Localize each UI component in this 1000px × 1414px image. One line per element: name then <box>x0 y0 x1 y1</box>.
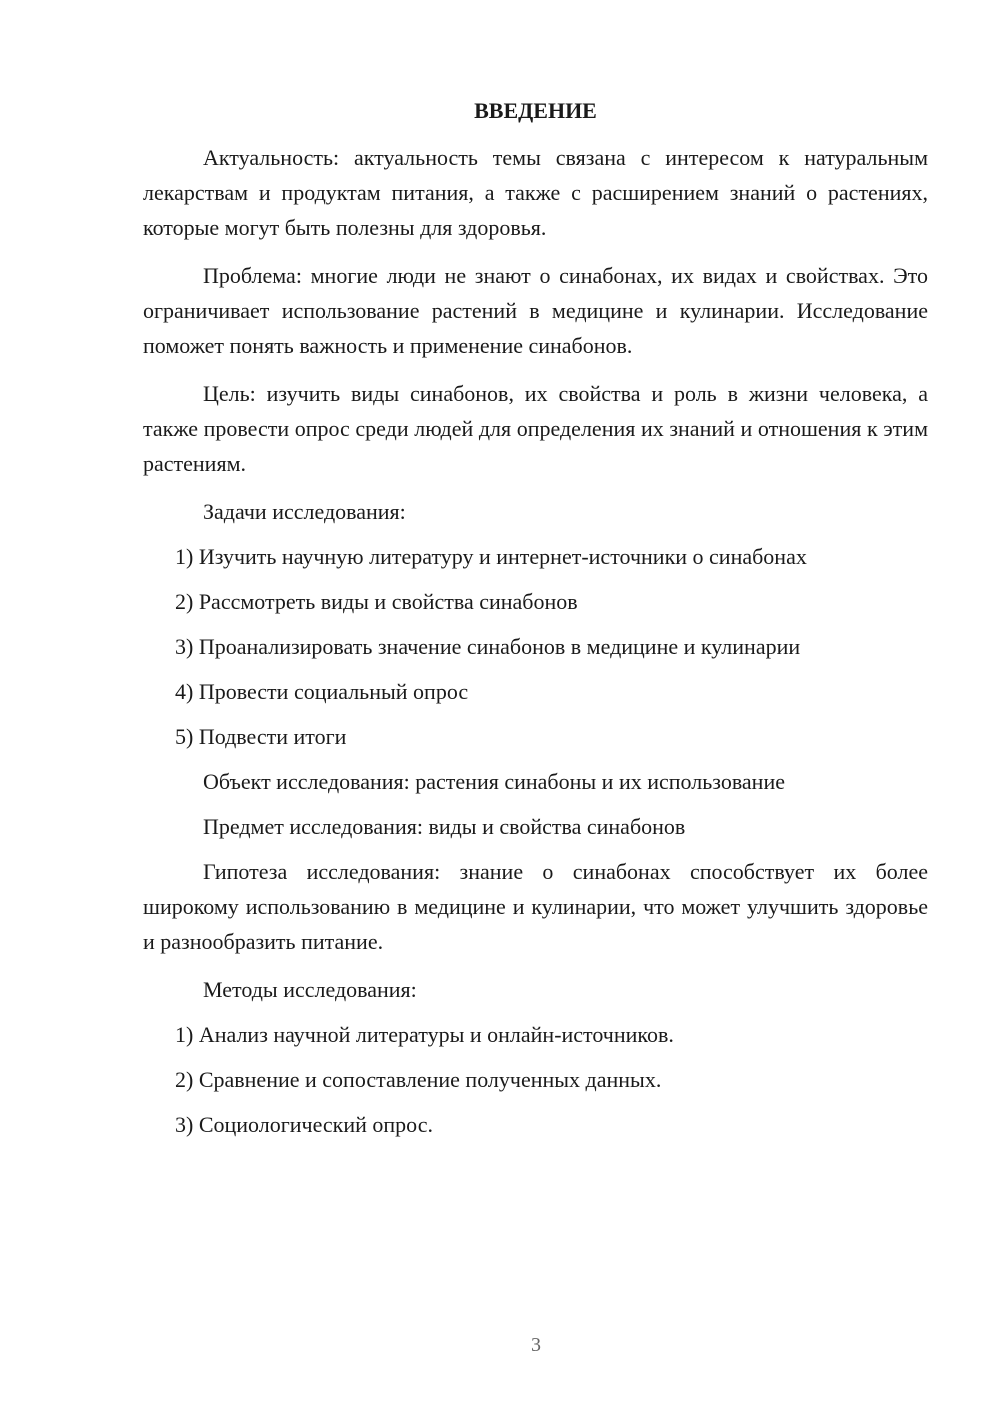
research-subject: Предмет исследования: виды и свойства синабонов <box>203 814 686 839</box>
tasks-title: Задачи исследования: <box>203 499 406 524</box>
method-item: 1) Анализ научной литературы и онлайн-источников. <box>175 1022 674 1047</box>
research-object: Объект исследования: растения синабоны и их использование <box>203 769 785 794</box>
section-heading: ВВЕДЕНИЕ <box>474 98 597 123</box>
problem-paragraph: Проблема: многие люди не знают о синабонах, их видах и свойствах. Это ограничивает использование растений в медицине и кулинарии. Исследование поможет понять важность и применение синабонов. <box>143 263 928 358</box>
task-item: 5) Подвести итоги <box>175 724 347 749</box>
method-item: 2) Сравнение и сопоставление полученных данных. <box>175 1067 662 1092</box>
task-item: 4) Провести социальный опрос <box>175 679 469 704</box>
methods-title: Методы исследования: <box>203 977 417 1002</box>
goal-paragraph: Цель: изучить виды синабонов, их свойства и роль в жизни человека, а также провести опрос среди людей для определения их знаний и отношения к этим растениям. <box>143 381 928 476</box>
relevance-paragraph: Актуальность: актуальность темы связана с интересом к натуральным лекарствам и продуктам питания, а также с расширением знаний о растениях, которые могут быть полезны для здоровья. <box>143 145 928 240</box>
page-content <box>143 93 928 1152</box>
hypothesis-paragraph: Гипотеза исследования: знание о синабонах способствует их более широкому использованию в медицине и кулинарии, что может улучшить здоровье и разнообразить питание. <box>143 859 928 954</box>
task-item: 3) Проанализировать значение синабонов в медицине и кулинарии <box>175 634 801 659</box>
task-item: 1) Изучить научную литературу и интернет-источники о синабонах <box>175 544 807 569</box>
task-item: 2) Рассмотреть виды и свойства синабонов <box>175 589 578 614</box>
method-item: 3) Социологический опрос. <box>175 1112 433 1137</box>
page-number: 3 <box>531 1334 541 1356</box>
